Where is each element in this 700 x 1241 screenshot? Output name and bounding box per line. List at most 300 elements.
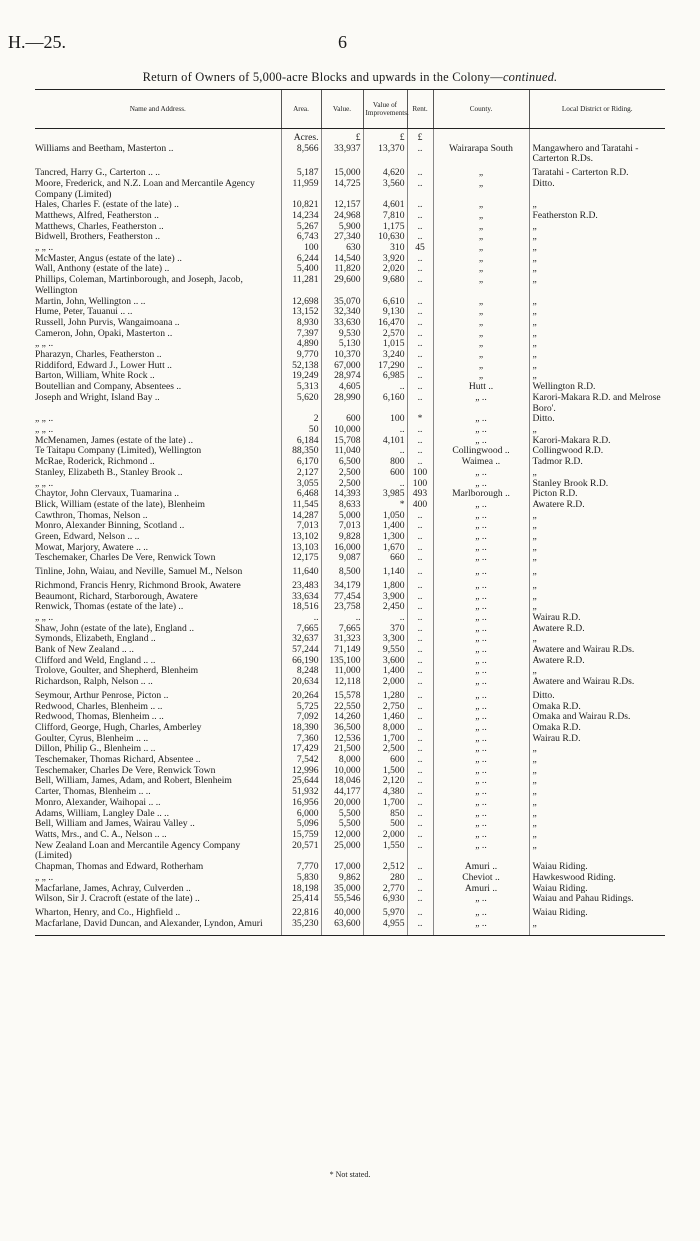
cell-value: 9,530 xyxy=(321,329,363,340)
cell-value: 33,937 xyxy=(321,144,363,165)
cell-district: Taratahi - Carterton R.D. xyxy=(529,165,665,179)
cell-rent: .. xyxy=(407,688,433,702)
cell-rent: .. xyxy=(407,656,433,667)
cell-area: 6,743 xyxy=(281,232,321,243)
cell-name: Shaw, John (estate of the late), England .. xyxy=(35,622,194,634)
cell-value: 27,340 xyxy=(321,232,363,243)
cell-value: 16,000 xyxy=(321,543,363,554)
cell-district: Awatere R.D. xyxy=(529,500,665,511)
cell-name: Redwood, Charles, Blenheim .. .. xyxy=(35,700,163,712)
cell-imp: 1,140 xyxy=(363,564,407,578)
cell-name: Boutellian and Company, Absentees .. xyxy=(35,381,182,393)
cell-imp: 1,300 xyxy=(363,532,407,543)
cell-area: 5,187 xyxy=(281,165,321,179)
cell-value: 8,500 xyxy=(321,564,363,578)
cell-rent: .. xyxy=(407,755,433,766)
table-row xyxy=(35,798,665,809)
cell-value: 12,157 xyxy=(321,200,363,211)
cell-rent: 493 xyxy=(407,489,433,500)
cell-value: 40,000 xyxy=(321,905,363,919)
cell-rent: 100 xyxy=(407,479,433,490)
cell-district: „ xyxy=(529,602,665,613)
cell-value: 9,862 xyxy=(321,873,363,884)
cell-value: 12,536 xyxy=(321,734,363,745)
cell-name: Macfarlane, James, Achray, Culverden .. xyxy=(35,882,191,894)
cell-name: Tancred, Harry G., Carterton .. .. xyxy=(35,167,161,179)
cell-county: „ xyxy=(433,297,529,308)
cell-value: 20,000 xyxy=(321,798,363,809)
table-row xyxy=(35,329,665,340)
cell-value: 11,040 xyxy=(321,446,363,457)
cell-imp: 2,512 xyxy=(363,862,407,873)
cell-name: Hales, Charles F. (estate of the late) .. xyxy=(35,199,179,211)
col-header-value: Value. xyxy=(321,90,363,129)
cell-area: 13,102 xyxy=(281,532,321,543)
cell-name: Cawthron, Thomas, Nelson .. xyxy=(35,509,148,521)
cell-district: Awatere and Wairau R.Ds. xyxy=(529,677,665,688)
cell-area: 8,566 xyxy=(281,144,321,165)
cell-county: „ xyxy=(433,200,529,211)
cell-rent: .. xyxy=(407,873,433,884)
cell-area: 7,770 xyxy=(281,862,321,873)
table-row xyxy=(35,165,665,179)
cell-rent: .. xyxy=(407,165,433,179)
cell-value: 11,820 xyxy=(321,264,363,275)
cell-name: Dillon, Philip G., Blenheim .. .. xyxy=(35,743,156,755)
cell-area: 17,429 xyxy=(281,744,321,755)
cell-district: „ xyxy=(529,468,665,479)
cell-rent: .. xyxy=(407,592,433,603)
cell-area: 16,956 xyxy=(281,798,321,809)
cell-imp: 4,955 xyxy=(363,919,407,936)
cell-district: „ xyxy=(529,553,665,564)
cell-name: Macfarlane, David Duncan, and Alexander, Lyndon, Amuri xyxy=(35,919,281,936)
cell-area: 5,830 xyxy=(281,873,321,884)
cell-district: „ xyxy=(529,222,665,233)
cell-rent: .. xyxy=(407,361,433,372)
cell-value: 55,546 xyxy=(321,894,363,905)
cell-value: 21,500 xyxy=(321,744,363,755)
cell-area: 13,103 xyxy=(281,543,321,554)
cell-area: 11,281 xyxy=(281,275,321,296)
cell-county: Cheviot .. xyxy=(433,873,529,884)
cell-rent: .. xyxy=(407,645,433,656)
cell-county: „ .. xyxy=(433,634,529,645)
cell-name: Renwick, Thomas (estate of the late) .. xyxy=(35,601,184,613)
cell-area: 12,175 xyxy=(281,553,321,564)
cell-imp: .. xyxy=(363,446,407,457)
cell-area: 12,996 xyxy=(281,766,321,777)
cell-rent: .. xyxy=(407,232,433,243)
cell-area: 11,545 xyxy=(281,500,321,511)
cell-rent: .. xyxy=(407,553,433,564)
cell-value: 28,990 xyxy=(321,393,363,414)
cell-value: 4,605 xyxy=(321,382,363,393)
cell-imp: 7,810 xyxy=(363,211,407,222)
cell-district: „ xyxy=(529,200,665,211)
cell-value: 15,000 xyxy=(321,165,363,179)
cell-value: 15,578 xyxy=(321,688,363,702)
cell-district: „ xyxy=(529,361,665,372)
unit-area: Acres. xyxy=(281,129,321,144)
cell-value: 28,974 xyxy=(321,371,363,382)
cell-imp: 2,770 xyxy=(363,884,407,895)
cell-county: „ .. xyxy=(433,688,529,702)
cell-county: „ .. xyxy=(433,666,529,677)
cell-district: Wairau R.D. xyxy=(529,613,665,624)
cell-district: „ xyxy=(529,841,665,862)
cell-value: 630 xyxy=(321,243,363,254)
cell-county: „ xyxy=(433,318,529,329)
cell-name: Green, Edward, Nelson .. .. xyxy=(35,531,140,543)
cell-district: „ xyxy=(529,809,665,820)
cell-rent: .. xyxy=(407,275,433,296)
cell-value: 7,665 xyxy=(321,624,363,635)
cell-district: Tadmor R.D. xyxy=(529,457,665,468)
cell-rent: .. xyxy=(407,809,433,820)
cell-name: Adams, William, Langley Dale .. .. xyxy=(35,807,169,819)
cell-name: Redwood, Thomas, Blenheim .. .. xyxy=(35,711,164,723)
cell-name: Bell, William and James, Wairau Valley .. xyxy=(35,818,195,830)
cell-name: Bell, William, James, Adam, and Robert, Blenheim xyxy=(35,775,232,787)
cell-district: „ xyxy=(529,232,665,243)
cell-area: 11,959 xyxy=(281,179,321,200)
cell-district: „ xyxy=(529,511,665,522)
cell-county: „ xyxy=(433,264,529,275)
cell-imp: 5,970 xyxy=(363,905,407,919)
cell-rent: .. xyxy=(407,254,433,265)
cell-county: „ xyxy=(433,329,529,340)
cell-area: 4,890 xyxy=(281,339,321,350)
cell-county: „ .. xyxy=(433,787,529,798)
cell-rent: .. xyxy=(407,371,433,382)
cell-name: McMenamen, James (estate of the late) .. xyxy=(35,434,193,446)
cell-area: 7,360 xyxy=(281,734,321,745)
table-row xyxy=(35,232,665,243)
cell-county: Hutt .. xyxy=(433,382,529,393)
cell-value: 32,340 xyxy=(321,307,363,318)
cell-rent: .. xyxy=(407,318,433,329)
cell-imp: 9,130 xyxy=(363,307,407,318)
cell-county: „ xyxy=(433,254,529,265)
cell-name: New Zealand Loan and Mercantile Agency Company (Limited) xyxy=(35,839,241,862)
table-row xyxy=(35,564,665,578)
page-title xyxy=(0,70,700,85)
cell-district: „ xyxy=(529,275,665,296)
cell-rent: .. xyxy=(407,425,433,436)
cell-rent: .. xyxy=(407,179,433,200)
cell-imp: 2,450 xyxy=(363,602,407,613)
cell-area: 12,698 xyxy=(281,297,321,308)
cell-imp: 4,101 xyxy=(363,436,407,447)
cell-area: 5,267 xyxy=(281,222,321,233)
cell-county: „ .. xyxy=(433,919,529,936)
document-code: H.—25. xyxy=(8,32,66,52)
cell-rent: .. xyxy=(407,734,433,745)
cell-area: 6,170 xyxy=(281,457,321,468)
cell-value: 5,130 xyxy=(321,339,363,350)
table-row xyxy=(35,414,665,425)
cell-value: 12,000 xyxy=(321,830,363,841)
cell-rent: .. xyxy=(407,787,433,798)
table-row xyxy=(35,578,665,592)
cell-imp: 9,550 xyxy=(363,645,407,656)
cell-imp: 10,630 xyxy=(363,232,407,243)
cell-area: 32,637 xyxy=(281,634,321,645)
cell-county: Marlborough .. xyxy=(433,489,529,500)
cell-imp: 6,160 xyxy=(363,393,407,414)
cell-name: Carter, Thomas, Blenheim .. .. xyxy=(35,786,151,798)
cell-value: 33,630 xyxy=(321,318,363,329)
cell-imp: 3,600 xyxy=(363,656,407,667)
table-row xyxy=(35,919,665,936)
cell-value: 10,000 xyxy=(321,425,363,436)
cell-area: .. xyxy=(281,613,321,624)
cell-value: 14,725 xyxy=(321,179,363,200)
cell-district: „ xyxy=(529,666,665,677)
cell-imp: 660 xyxy=(363,553,407,564)
cell-rent: .. xyxy=(407,919,433,936)
cell-rent: .. xyxy=(407,307,433,318)
cell-name: Wilson, Sir J. Cracroft (estate of the late) .. xyxy=(35,893,200,905)
cell-area: 5,725 xyxy=(281,702,321,713)
cell-imp: 1,670 xyxy=(363,543,407,554)
cell-area: 2 xyxy=(281,414,321,425)
cell-area: 7,013 xyxy=(281,521,321,532)
cell-area: 20,634 xyxy=(281,677,321,688)
cell-area: 51,932 xyxy=(281,787,321,798)
cell-district: Karori-Makara R.D. and Melrose Boro'. xyxy=(529,393,665,414)
cell-value: 71,149 xyxy=(321,645,363,656)
cell-name: „ „ .. xyxy=(35,871,54,883)
cell-county: „ xyxy=(433,165,529,179)
cell-name: Hume, Peter, Tauanui .. .. xyxy=(35,306,133,318)
cell-name: Moore, Frederick, and N.Z. Loan and Mercantile Agency Company (Limited) xyxy=(35,177,255,200)
cell-rent: .. xyxy=(407,211,433,222)
cell-county: Collingwood .. xyxy=(433,446,529,457)
cell-name: Teschemaker, Charles De Vere, Renwick Town xyxy=(35,764,216,776)
cell-imp: 2,020 xyxy=(363,264,407,275)
cell-value: 5,500 xyxy=(321,809,363,820)
cell-county: Amuri .. xyxy=(433,884,529,895)
cell-area: 52,138 xyxy=(281,361,321,372)
cell-name: Wall, Anthony (estate of the late) .. xyxy=(35,263,170,275)
cell-imp: 13,370 xyxy=(363,144,407,165)
cell-county: „ .. xyxy=(433,393,529,414)
cell-rent: * xyxy=(407,414,433,425)
cell-county: „ xyxy=(433,275,529,296)
unit-value: £ xyxy=(321,129,363,144)
cell-imp: 17,290 xyxy=(363,361,407,372)
cell-value: 10,000 xyxy=(321,766,363,777)
cell-value: 9,828 xyxy=(321,532,363,543)
table-row xyxy=(35,688,665,702)
cell-district: „ xyxy=(529,532,665,543)
table-row xyxy=(35,873,665,884)
cell-value: 23,758 xyxy=(321,602,363,613)
cell-area: 3,055 xyxy=(281,479,321,490)
cell-county: „ .. xyxy=(433,905,529,919)
cell-district: Waiau and Pahau Ridings. xyxy=(529,894,665,905)
cell-county: „ .. xyxy=(433,553,529,564)
cell-county: „ xyxy=(433,339,529,350)
cell-district: „ xyxy=(529,243,665,254)
cell-imp: 16,470 xyxy=(363,318,407,329)
cell-value: 11,000 xyxy=(321,666,363,677)
col-header-county: County. xyxy=(433,90,529,129)
cell-rent: .. xyxy=(407,339,433,350)
cell-value: 35,000 xyxy=(321,884,363,895)
cell-imp: 280 xyxy=(363,873,407,884)
cell-name: Chapman, Thomas and Edward, Rotherham xyxy=(35,861,204,873)
cell-district: „ xyxy=(529,339,665,350)
col-header-area: Area. xyxy=(281,90,321,129)
cell-area: 20,571 xyxy=(281,841,321,862)
cell-area: 50 xyxy=(281,425,321,436)
cell-name: Monro, Alexander, Waihopai .. .. xyxy=(35,796,161,808)
cell-district: Ditto. xyxy=(529,179,665,200)
cell-rent: .. xyxy=(407,393,433,414)
cell-district: Waiau Riding. xyxy=(529,905,665,919)
cell-value: 12,118 xyxy=(321,677,363,688)
table-row xyxy=(35,862,665,873)
cell-area: 8,930 xyxy=(281,318,321,329)
cell-name: Williams and Beetham, Masterton .. xyxy=(35,142,174,154)
cell-county: „ .. xyxy=(433,578,529,592)
cell-imp: .. xyxy=(363,382,407,393)
table-row xyxy=(35,144,665,165)
cell-county: „ .. xyxy=(433,500,529,511)
table-header-row xyxy=(35,90,665,129)
cell-district: „ xyxy=(529,634,665,645)
cell-rent: .. xyxy=(407,436,433,447)
cell-county: Wairarapa South xyxy=(433,144,529,165)
cell-county: „ .. xyxy=(433,830,529,841)
cell-imp: 8,000 xyxy=(363,723,407,734)
cell-name: „ „ .. xyxy=(35,611,54,623)
cell-rent: .. xyxy=(407,532,433,543)
cell-district: Collingwood R.D. xyxy=(529,446,665,457)
cell-imp: 800 xyxy=(363,457,407,468)
cell-name: Beaumont, Richard, Starborough, Awatere xyxy=(35,590,198,602)
cell-rent: .. xyxy=(407,329,433,340)
cell-area: 19,249 xyxy=(281,371,321,382)
cell-imp: 4,601 xyxy=(363,200,407,211)
cell-name: Wharton, Henry, and Co., Highfield .. xyxy=(35,906,181,918)
cell-name: „ „ .. xyxy=(35,413,54,425)
cell-value: 77,454 xyxy=(321,592,363,603)
cell-county: „ .. xyxy=(433,841,529,862)
cell-imp: 6,610 xyxy=(363,297,407,308)
cell-value: 600 xyxy=(321,414,363,425)
cell-name: Clifford and Weld, England .. .. xyxy=(35,654,156,666)
cell-district: „ xyxy=(529,564,665,578)
cell-district: Stanley Brook R.D. xyxy=(529,479,665,490)
cell-area: 23,483 xyxy=(281,578,321,592)
cell-county: „ .. xyxy=(433,677,529,688)
cell-rent: .. xyxy=(407,144,433,165)
cell-imp: 1,500 xyxy=(363,766,407,777)
footnote: * Not stated. xyxy=(329,1170,371,1179)
cell-name: Watts, Mrs., and C. A., Nelson .. .. xyxy=(35,829,167,840)
cell-imp: 1,015 xyxy=(363,339,407,350)
cell-area: 25,644 xyxy=(281,776,321,787)
cell-rent: .. xyxy=(407,264,433,275)
cell-imp: 1,280 xyxy=(363,688,407,702)
cell-rent: .. xyxy=(407,798,433,809)
cell-name: Phillips, Coleman, Martinborough, and Joseph, Jacob, Wellington xyxy=(35,274,243,296)
cell-area: 22,816 xyxy=(281,905,321,919)
table-row xyxy=(35,677,665,688)
owners-table xyxy=(35,89,665,936)
cell-imp: 370 xyxy=(363,624,407,635)
table-row xyxy=(35,894,665,905)
cell-value: 15,708 xyxy=(321,436,363,447)
cell-name: Russell, John Purvis, Wangaimoana .. xyxy=(35,316,180,328)
cell-area: 6,000 xyxy=(281,809,321,820)
cell-rent: .. xyxy=(407,723,433,734)
cell-county: „ .. xyxy=(433,809,529,820)
cell-county: „ .. xyxy=(433,624,529,635)
cell-value: 6,500 xyxy=(321,457,363,468)
cell-name: Chaytor, John Clervaux, Tuamarina .. xyxy=(35,488,180,500)
cell-rent: .. xyxy=(407,521,433,532)
cell-county: „ .. xyxy=(433,776,529,787)
cell-rent: .. xyxy=(407,297,433,308)
cell-district: Ditto. xyxy=(529,414,665,425)
cell-rent: .. xyxy=(407,766,433,777)
cell-imp: 2,120 xyxy=(363,776,407,787)
table-row xyxy=(35,179,665,200)
cell-value: 36,500 xyxy=(321,723,363,734)
cell-value: 34,179 xyxy=(321,578,363,592)
cell-area: 7,397 xyxy=(281,329,321,340)
cell-rent: .. xyxy=(407,602,433,613)
cell-name: Bidwell, Brothers, Featherston .. xyxy=(35,231,160,243)
cell-county: „ .. xyxy=(433,592,529,603)
cell-district: Omaka R.D. xyxy=(529,702,665,713)
cell-rent: .. xyxy=(407,457,433,468)
cell-rent: .. xyxy=(407,884,433,895)
cell-rent: .. xyxy=(407,666,433,677)
cell-county: „ .. xyxy=(433,734,529,745)
cell-name: Matthews, Alfred, Featherston .. xyxy=(35,209,159,221)
cell-value: 8,000 xyxy=(321,755,363,766)
cell-value: 7,013 xyxy=(321,521,363,532)
cell-area: 9,770 xyxy=(281,350,321,361)
cell-imp: .. xyxy=(363,425,407,436)
cell-area: 14,234 xyxy=(281,211,321,222)
cell-county: „ .. xyxy=(433,414,529,425)
cell-county: „ xyxy=(433,179,529,200)
cell-county: „ .. xyxy=(433,521,529,532)
cell-district: Omaka and Wairau R.Ds. xyxy=(529,712,665,723)
cell-area: 100 xyxy=(281,243,321,254)
cell-area: 6,184 xyxy=(281,436,321,447)
cell-imp: 3,900 xyxy=(363,592,407,603)
cell-imp: 3,985 xyxy=(363,489,407,500)
cell-district: „ xyxy=(529,425,665,436)
cell-imp: 2,570 xyxy=(363,329,407,340)
cell-imp: * xyxy=(363,500,407,511)
cell-area: 33,634 xyxy=(281,592,321,603)
cell-name: „ „ .. xyxy=(35,338,54,350)
cell-county: „ .. xyxy=(433,602,529,613)
cell-county: „ xyxy=(433,307,529,318)
col-header-name: Name and Address. xyxy=(35,90,281,129)
cell-value: 14,540 xyxy=(321,254,363,265)
cell-area: 7,092 xyxy=(281,712,321,723)
